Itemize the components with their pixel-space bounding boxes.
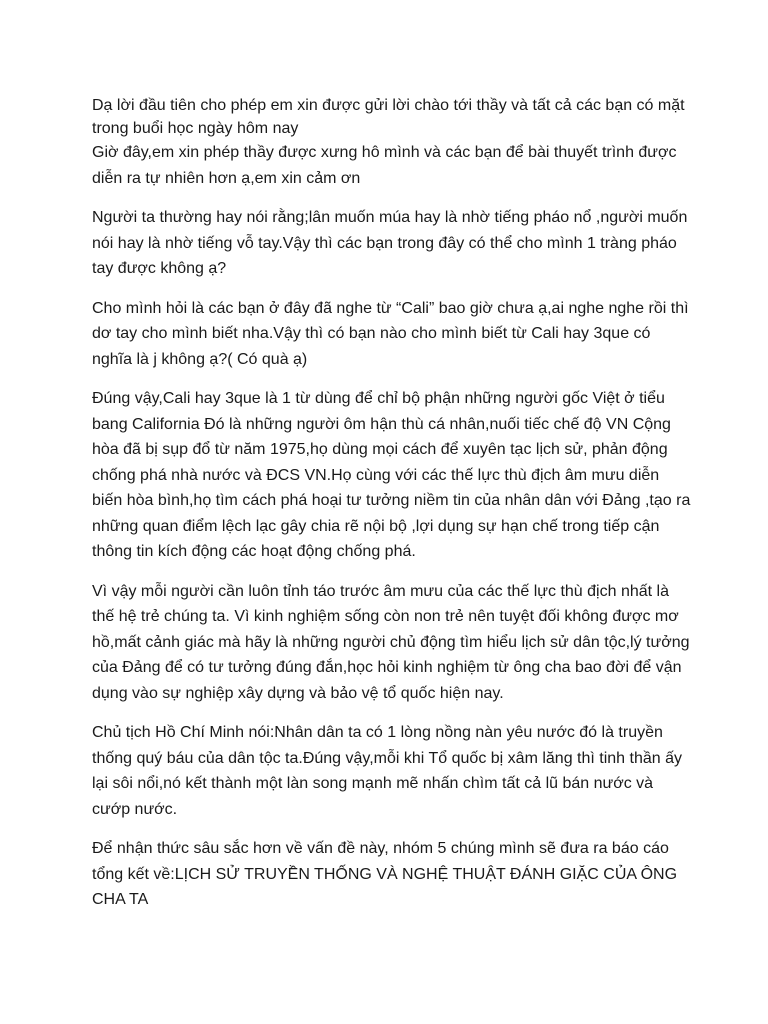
paragraph-vigilance: Vì vậy mỗi người cần luôn tỉnh táo trước âm mưu của các thế lực thù địch nhất là thế hệ trẻ chúng ta. Vì kinh nghiệm sống còn non trẻ nên tuyệt đối không được mơ hồ,mất cảnh giác mà hãy là những người chủ động tìm hiểu lịch sử dân tộc,lý tưởng của Đảng để có tư tưởng đúng đắn,học hỏi kinh nghiệm từ ông cha bao đời để vận dụng vào sự nghiệp xây dựng và bảo vệ tổ quốc hiện nay. <box>92 582 690 702</box>
paragraph-cali-question: Cho mình hỏi là các bạn ở đây đã nghe từ “Cali” bao giờ chưa ạ,ai nghe nghe rồi thì dơ tay cho mình biết nha.Vậy thì có bạn nào cho mình biết từ Cali hay 3que có nghĩa là j không ạ?( Có quà ạ) <box>92 299 689 368</box>
paragraph-applause-request: Người ta thường hay nói rằng;lân muốn múa hay là nhờ tiếng pháo nổ ,người muốn nói hay là nhờ tiếng vỗ tay.Vậy thì các bạn trong đây có thể cho mình 1 tràng pháo tay được không ạ? <box>92 209 688 277</box>
paragraph-report-intro: Để nhận thức sâu sắc hơn về vấn đề này, nhóm 5 chúng mình sẽ đưa ra báo cáo tổng kết về:LỊCH SỬ TRUYỀN THỐNG VÀ NGHỆ THUẬT ĐÁNH GIẶC CỦA ÔNG CHA TA <box>92 840 678 908</box>
document-body <box>92 94 692 927</box>
paragraph-cali-explanation: Đúng vậy,Cali hay 3que là 1 từ dùng để chỉ bộ phận những người gốc Việt ở tiểu bang California Đó là những người ôm hận thù cá nhân,nuối tiếc chế độ VN Cộng hòa đã bị sụp đổ từ năm 1975,họ dùng mọi cách để xuyên tạc lịch sử, phản động chống phá nhà nước và ĐCS VN.Họ cùng với các thế lực thù địch âm mưu diễn biến hòa bình,họ tìm cách phá hoại tư tưởng niềm tin của nhân dân với Đảng ,tạo ra những quan điểm lệch lạc gây chia rẽ nội bộ ,lợi dụng sự hạn chế trong tiếp cận thông tin kích động các hoạt động chống phá. <box>92 390 691 560</box>
paragraph-greeting: Dạ lời đầu tiên cho phép em xin được gửi lời chào tới thầy và tất cả các bạn có mặt trong buổi học ngày hôm nay <box>92 97 685 137</box>
paragraph-ho-chi-minh-quote: Chủ tịch Hồ Chí Minh nói:Nhân dân ta có 1 lòng nồng nàn yêu nước đó là truyền thống quý báu của dân tộc ta.Đúng vậy,mỗi khi Tổ quốc bị xâm lăng thì tinh thần ấy lại sôi nổi,nó kết thành một làn song mạnh mẽ nhấn chìm tất cả lũ bán nước và cướp nước. <box>92 724 682 818</box>
paragraph-introduction: Giờ đây,em xin phép thầy được xưng hô mình và các bạn để bài thuyết trình được diễn ra tự nhiên hơn ạ,em xin cảm ơn <box>92 144 677 187</box>
